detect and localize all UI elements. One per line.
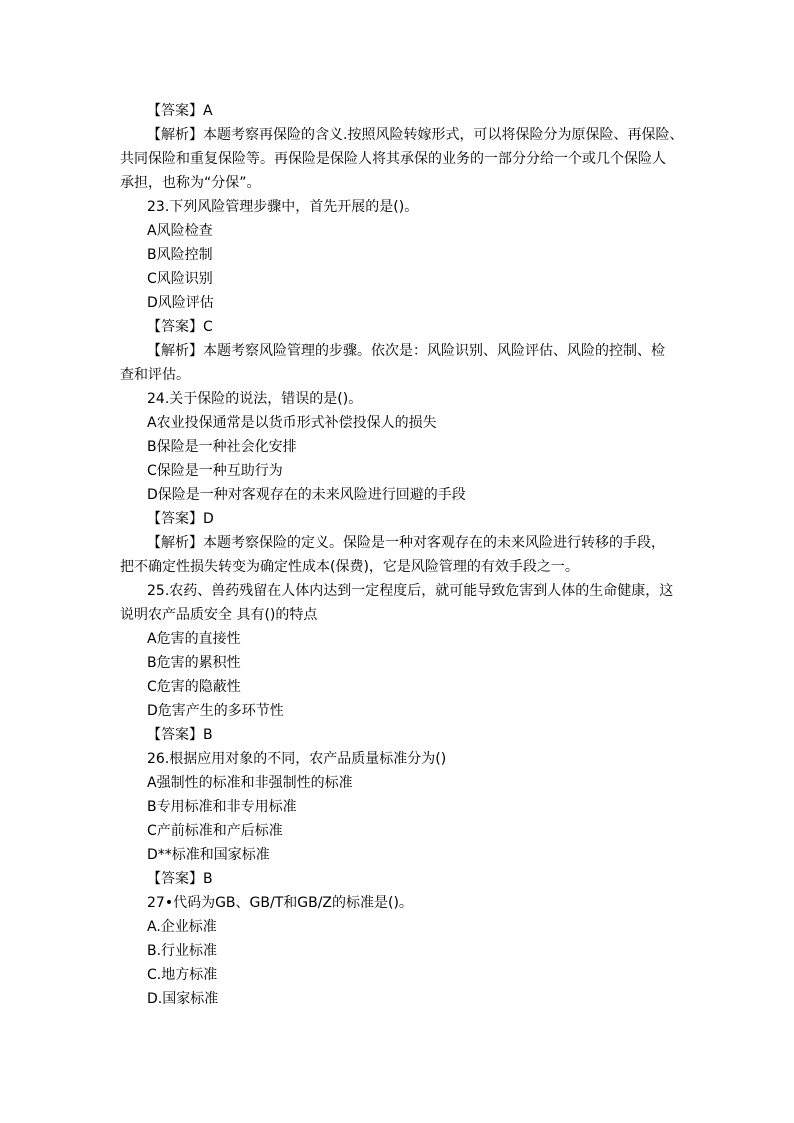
option-line: D保险是一种对客观存在的未来风险进行回避的手段: [147, 487, 466, 503]
analysis-line: 共同保险和重复保险等。再保险是保险人将其承保的业务的一部分分给一个或几个保险人: [120, 151, 666, 167]
option-line: A危害的直接性: [147, 631, 241, 647]
answer-line: 【答案】B: [147, 871, 213, 887]
option-line: B.行业标准: [147, 943, 218, 959]
option-line: D**标准和国家标准: [147, 847, 270, 863]
option-line: A风险检查: [147, 223, 213, 239]
option-line: C风险识别: [147, 271, 213, 287]
analysis-line: 【解析】本题考察保险的定义。保险是一种对客观存在的未来风险进行转移的手段，: [147, 535, 665, 551]
option-line: A强制性的标准和非强制性的标准: [147, 775, 353, 791]
option-line: C危害的隐蔽性: [147, 679, 241, 695]
analysis-line: 【解析】本题考察再保险的含义.按照风险转嫁形式，可以将保险分为原保险、再保险、: [147, 127, 684, 143]
option-line: C.地方标准: [147, 967, 218, 983]
answer-line: 【答案】D: [147, 511, 214, 527]
question-23: 23.下列风险管理步骤中，首先开展的是()。: [147, 199, 419, 215]
analysis-line: 【解析】本题考察风险管理的步骤。依次是：风险识别、风险评估、风险的控制、检: [147, 343, 665, 359]
answer-line: 【答案】A: [147, 103, 213, 119]
answer-line: 【答案】C: [147, 319, 213, 335]
answer-line: 【答案】B: [147, 727, 213, 743]
question-25-cont: 说明农产品质安全 具有()的特点: [120, 607, 318, 623]
option-line: B风险控制: [147, 247, 213, 263]
analysis-line: 查和评估。: [120, 367, 190, 383]
option-line: A农业投保通常是以货币形式补偿投保人的损失: [147, 415, 437, 431]
question-26: 26.根据应用对象的不同，农产品质量标准分为(): [147, 751, 447, 767]
option-line: A.企业标准: [147, 919, 217, 935]
question-25: 25.农药、兽药残留在人体内达到一定程度后，就可能导致危害到人体的生命健康，这: [147, 583, 674, 599]
option-line: B专用标准和非专用标准: [147, 799, 297, 815]
option-line: C保险是一种互助行为: [147, 463, 283, 479]
option-line: D风险评估: [147, 295, 214, 311]
option-line: C产前标准和产后标准: [147, 823, 283, 839]
question-24: 24.关于保险的说法，错误的是()。: [147, 391, 363, 407]
option-line: B危害的累积性: [147, 655, 241, 671]
option-line: D.国家标准: [147, 991, 219, 1007]
option-line: D危害产生的多环节性: [147, 703, 284, 719]
analysis-line: 承担，也称为“分保”。: [120, 175, 261, 191]
option-line: B保险是一种社会化安排: [147, 439, 297, 455]
question-27: 27•代码为GB、GB/T和GB/Z的标准是()。: [147, 895, 413, 911]
analysis-line: 把不确定性损失转变为确定性成本(保费)，它是风险管理的有效手段之一。: [120, 559, 579, 575]
